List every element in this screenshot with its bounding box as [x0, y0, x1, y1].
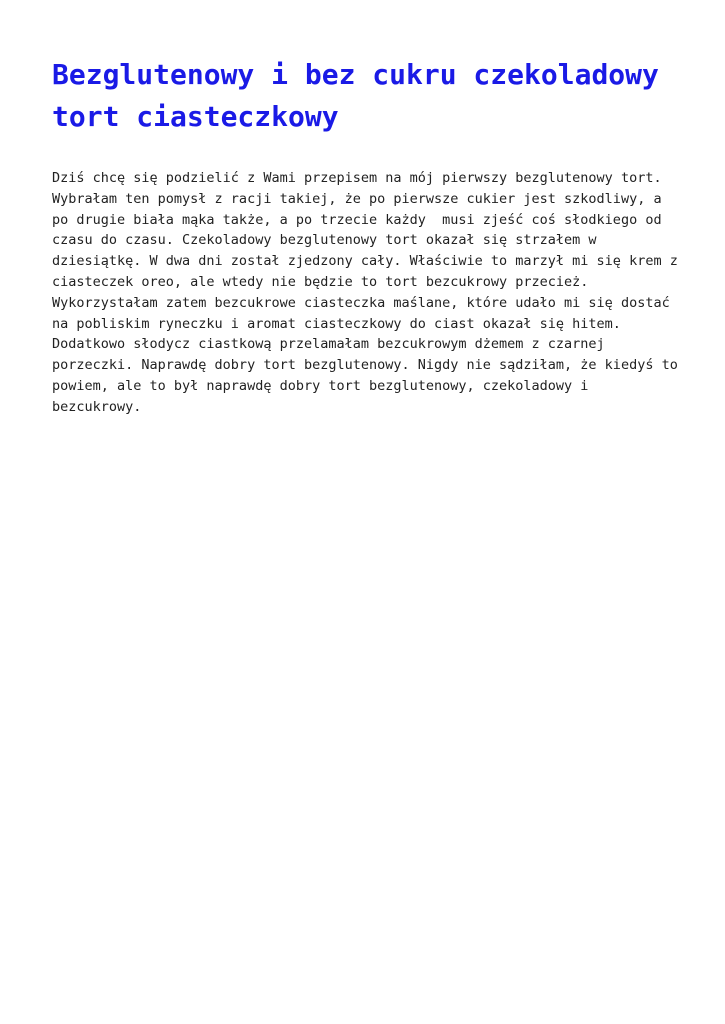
body-line: czasu do czasu. Czekoladowy bezglutenowy tort okazał się strzałem w	[52, 232, 597, 249]
article-title-line: Bezglutenowy i bez cukru czekoladowy	[52, 58, 659, 91]
body-line: Dziś chcę się podzielić z Wami przepisem na mój pierwszy bezglutenowy tort.	[52, 170, 662, 186]
body-line: Wybrałam ten pomysł z racji takiej, że po pierwsze cukier jest szkodliwy, a	[52, 190, 662, 207]
body-line: porzeczki. Naprawdę dobry tort bezglutenowy. Nigdy nie sądziłam, że kiedyś to	[52, 357, 678, 374]
body-line: ciasteczek oreo, ale wtedy nie będzie to tort bezcukrowy przecież.	[52, 273, 589, 290]
body-line: Wykorzystałam zatem bezcukrowe ciasteczka maślane, które udało mi się dostać	[52, 294, 670, 311]
article-title-line: tort ciasteczkowy	[52, 100, 339, 133]
body-line: po drugie biała mąka także, a po trzecie każdy musi zjeść coś słodkiego od	[52, 211, 662, 228]
article	[52, 54, 682, 418]
body-line: Dodatkowo słodycz ciastkową przelamałam bezcukrowym dżemem z czarnej	[52, 336, 605, 353]
body-line: dziesiątkę. W dwa dni został zjedzony cały. Właściwie to marzył mi się krem z	[52, 253, 678, 270]
article-body	[52, 168, 682, 418]
body-line: bezcukrowy.	[52, 398, 142, 415]
body-line: na pobliskim ryneczku i aromat ciasteczkowy do ciast okazał się hitem.	[52, 315, 621, 332]
article-title	[52, 54, 682, 138]
body-line: powiem, ale to był naprawdę dobry tort bezglutenowy, czekoladowy i	[52, 377, 589, 394]
